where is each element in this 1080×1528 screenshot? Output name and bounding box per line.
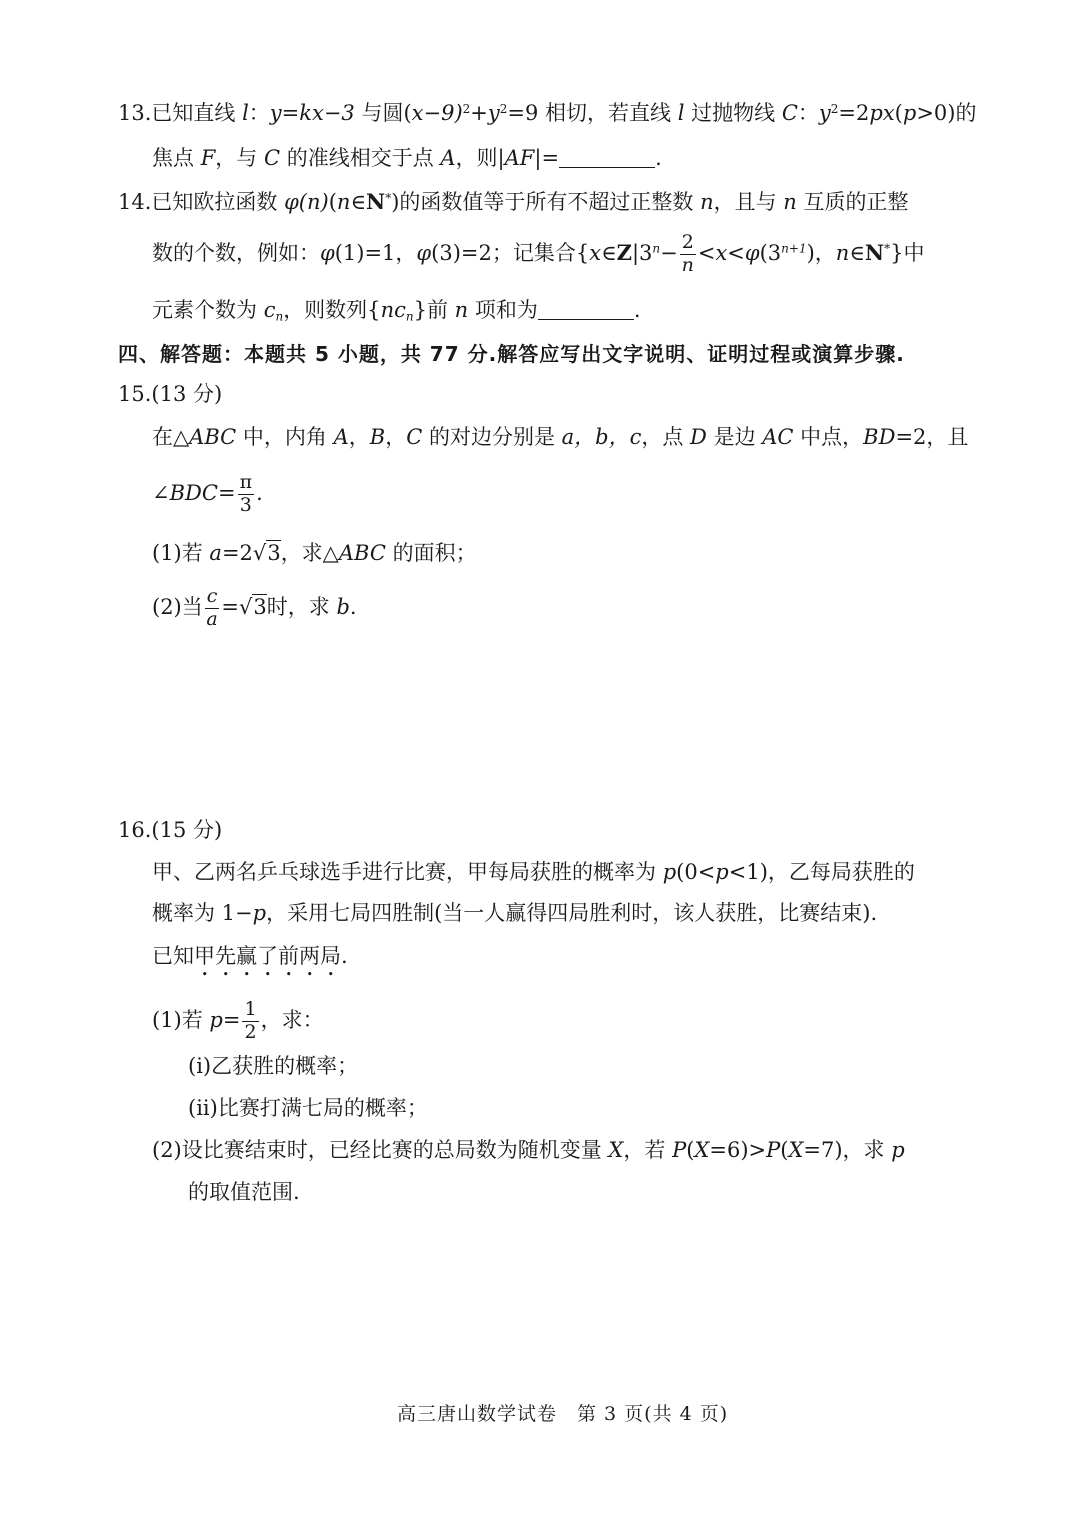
q14-answer-blank [538, 301, 634, 320]
q14-line2 [152, 232, 924, 277]
q15-triangle: ABC [189, 425, 237, 449]
q15-text: ，点 [641, 425, 691, 449]
q16-var-p: p [209, 1007, 223, 1032]
q15-fraction [238, 472, 255, 517]
q16-fraction [242, 999, 258, 1044]
q15-text: . [349, 594, 357, 619]
q13-exp: 2 [462, 101, 471, 116]
q13-var-C: C [263, 146, 281, 170]
q16-text: ，采用七局四胜制(当一人赢得四局胜利时，该人获胜，比赛结束). [266, 901, 878, 925]
q13-var-AF: AF [504, 146, 535, 170]
q14-text: )， [806, 240, 836, 265]
q15-text: = [217, 480, 236, 505]
q14-text: (3)=2；记集合{ [431, 240, 590, 265]
q16-part2-line1 [152, 1140, 905, 1161]
q13-var-y: y [487, 101, 500, 125]
q13-line1 [118, 103, 976, 124]
q14-text: ，且与 [713, 190, 784, 214]
q13-text: . [655, 146, 662, 170]
q13-text: 13.已知直线 [118, 101, 243, 125]
q15-line2 [152, 472, 263, 517]
q14-text: ∈ [350, 190, 366, 214]
q16-text: =7)，求 [803, 1138, 892, 1162]
q14-var-n: n [783, 190, 797, 214]
q13-circle-term: x−9) [411, 101, 463, 125]
q14-frac-den: n [681, 253, 694, 276]
q13-line2 [152, 148, 662, 169]
q15-title: 15.(13 分) [118, 382, 223, 406]
q13-answer-blank [559, 149, 655, 168]
q14-text: (3 [759, 240, 782, 265]
q15-text: 的对边分别是 [422, 425, 562, 449]
q16-var-p: p [891, 1138, 905, 1162]
q16-line1 [152, 862, 915, 883]
q15-line1 [152, 427, 968, 448]
q15-text: 中点， [793, 425, 864, 449]
q16-text: 概率为 1− [152, 901, 253, 925]
q15-var-B: B [369, 425, 386, 449]
q14-line1 [118, 191, 909, 213]
q14-var-n: n [835, 240, 850, 265]
q13-text: + [470, 101, 488, 125]
q16-var-X: X [694, 1138, 710, 1162]
q14-star: * [385, 190, 392, 205]
q15-text: 的面积； [385, 541, 477, 565]
q14-phi: φ(n) [284, 190, 329, 214]
q14-text: . [633, 298, 641, 322]
q14-text: < [697, 240, 716, 265]
q14-text: 元素个数为 [152, 298, 264, 322]
q14-text: 互质的正整 [796, 190, 909, 214]
q14-var-c: c [263, 298, 276, 322]
q14-text: − [660, 240, 678, 265]
q16-text: (0< [676, 860, 716, 884]
q15-text: = [221, 594, 240, 619]
q14-line3 [152, 298, 641, 324]
q13-var-C: C [781, 101, 798, 125]
q13-text: ： [248, 101, 270, 125]
q13-text: 过抛物线 [684, 101, 782, 125]
q14-exp: n+1 [781, 241, 807, 256]
q14-text: ∈ [849, 240, 865, 265]
q15-text: ， [385, 425, 407, 449]
q13-var-F: F [200, 146, 216, 170]
q15-frac-num: c [206, 585, 218, 607]
q16-text: (1)若 [152, 1007, 210, 1032]
q15-sqrt: √3 [239, 594, 267, 619]
q16-text: ，若 [623, 1138, 673, 1162]
q15-text: (1)若 [152, 541, 210, 565]
q16-line3 [152, 944, 348, 981]
q14-phi: φ [320, 240, 335, 265]
q15-frac-den: a [206, 607, 218, 630]
q13-text: |= [534, 146, 560, 170]
q14-var-n: n [700, 190, 714, 214]
q14-text: (1)=1， [334, 240, 417, 265]
q16-emphasized-text: 甲先赢了前两局 [194, 944, 341, 968]
section-heading: 四、解答题：本题共 5 小题，共 77 分.解答应写出文字说明、证明过程或演算步骤. [118, 342, 905, 366]
q16-title: 16.(15 分) [118, 818, 223, 842]
q14-set-N: N [365, 189, 386, 214]
q16-text: ，求： [260, 1007, 324, 1032]
q14-var-x: x [715, 240, 728, 265]
q15-text: =2 [221, 541, 253, 565]
q16-text: =6)> [709, 1138, 767, 1162]
q16-part2-line2: 的取值范围. [188, 1180, 300, 1204]
q14-text: ∈ [601, 240, 617, 265]
q15-text: . [256, 480, 263, 505]
q14-var-n: n [336, 190, 351, 214]
q14-text: 数的个数，例如： [152, 240, 320, 265]
q16-text: ( [686, 1138, 695, 1162]
q16-frac-den: 2 [244, 1020, 257, 1043]
q16-frac-num: 1 [244, 998, 257, 1020]
q15-angle: BDC [169, 480, 218, 505]
q16-var-X: X [608, 1138, 624, 1162]
q14-fraction [680, 232, 696, 277]
q15-frac-den: 3 [239, 493, 252, 516]
q16-line2 [152, 903, 877, 924]
q13-line-equation: y=kx−3 [269, 101, 355, 125]
q14-set-Z: Z [616, 239, 632, 265]
q16-var-p: p [252, 901, 267, 925]
q14-text: )的函数值等于所有不超过正整数 [391, 190, 701, 214]
q14-text: < [727, 240, 745, 265]
q15-var-a: a [209, 541, 222, 565]
q15-var-A: A [333, 425, 349, 449]
q13-text: 与圆( [354, 101, 412, 125]
q15-frac-num: π [239, 471, 253, 493]
q16-part1-i: (i)乙获胜的概率； [188, 1054, 359, 1078]
q13-var-l: l [677, 101, 685, 125]
q13-text: >0)的 [916, 101, 977, 125]
q13-text: ： [797, 101, 819, 125]
q16-var-P: P [766, 1138, 781, 1162]
q15-text: (2)当 [152, 594, 203, 619]
q13-text: 的准线相交于点 [280, 146, 441, 170]
q14-exp-n: n [652, 241, 661, 256]
q16-text: 甲、乙两名乒乓球选手进行比赛，甲每局获胜的概率为 [152, 860, 663, 884]
q14-sub-n: n [275, 309, 284, 324]
q13-var-px: px [869, 101, 895, 125]
q14-text: ( [328, 190, 337, 214]
q14-frac-num: 2 [681, 231, 694, 253]
q15-part1 [152, 543, 477, 564]
q16-text: ( [780, 1138, 789, 1162]
q16-var-p: p [715, 860, 729, 884]
q16-var-X: X [788, 1138, 804, 1162]
q15-sides: a，b，c [561, 425, 642, 449]
q15-text: ，求△ [280, 541, 339, 565]
q13-text: =9 相切，若直线 [507, 101, 678, 125]
q13-text: =2 [838, 101, 870, 125]
q15-text: 中，内角 [236, 425, 334, 449]
q15-var-b: b [336, 594, 350, 619]
q14-var-nc: nc [380, 298, 406, 322]
q16-part1 [152, 999, 324, 1044]
q15-var-D: D [690, 425, 707, 449]
q13-var-p: p [902, 101, 917, 125]
q15-text: ， [348, 425, 370, 449]
q14-var-x: x [589, 240, 602, 265]
q15-text: ∠ [152, 480, 170, 505]
q14-text: }前 [413, 298, 455, 322]
q15-text: 在△ [152, 425, 190, 449]
q14-text: ，则数列{ [283, 298, 381, 322]
q15-triangle: ABC [338, 541, 386, 565]
page-footer: 高三唐山数学试卷 第 3 页(共 4 页) [397, 1403, 729, 1425]
q16-var-p: p [662, 860, 677, 884]
q13-var-y: y [818, 101, 831, 125]
q15-var-AC: AC [762, 425, 794, 449]
q15-fraction [205, 586, 220, 631]
q16-text: 已知 [152, 944, 194, 968]
q14-star: * [884, 241, 891, 256]
q14-text: 14.已知欧拉函数 [118, 190, 285, 214]
q13-exp: 2 [499, 101, 508, 116]
q14-phi: φ [744, 240, 760, 265]
q14-sub-n: n [405, 309, 414, 324]
q15-text: 是边 [706, 425, 763, 449]
q16-var-P: P [672, 1138, 687, 1162]
q13-var-l: l [242, 101, 249, 125]
q13-var-A: A [440, 146, 456, 170]
q13-text: ( [894, 101, 903, 125]
q14-set-N: N [864, 239, 885, 265]
q15-var-BD: BD [863, 425, 896, 449]
q14-text: |3 [631, 240, 653, 265]
q15-var-C: C [406, 425, 423, 449]
q13-text: ，与 [215, 146, 264, 170]
q16-text: = [222, 1007, 241, 1032]
q14-var-n: n [454, 298, 469, 322]
q15-text: 时，求 [266, 594, 337, 619]
q15-sqrt: √3 [252, 541, 281, 565]
q15-part2 [152, 586, 357, 631]
q16-part1-ii: (ii)比赛打满七局的概率； [188, 1096, 428, 1120]
q13-exp: 2 [830, 101, 839, 116]
q16-text: <1)，乙每局获胜的 [728, 860, 915, 884]
q16-text: (2)设比赛结束时，已经比赛的总局数为随机变量 [152, 1138, 609, 1162]
q15-sqrt-arg: 3 [267, 541, 281, 565]
q13-text: 焦点 [152, 146, 201, 170]
q15-sqrt-arg: 3 [253, 594, 267, 619]
q14-text: 项和为 [468, 298, 538, 322]
q13-text: ，则| [455, 146, 505, 170]
q14-text: }中 [890, 240, 925, 265]
q15-text: =2，且 [895, 425, 969, 449]
q14-phi: φ [416, 240, 432, 265]
q16-text: . [341, 944, 348, 968]
